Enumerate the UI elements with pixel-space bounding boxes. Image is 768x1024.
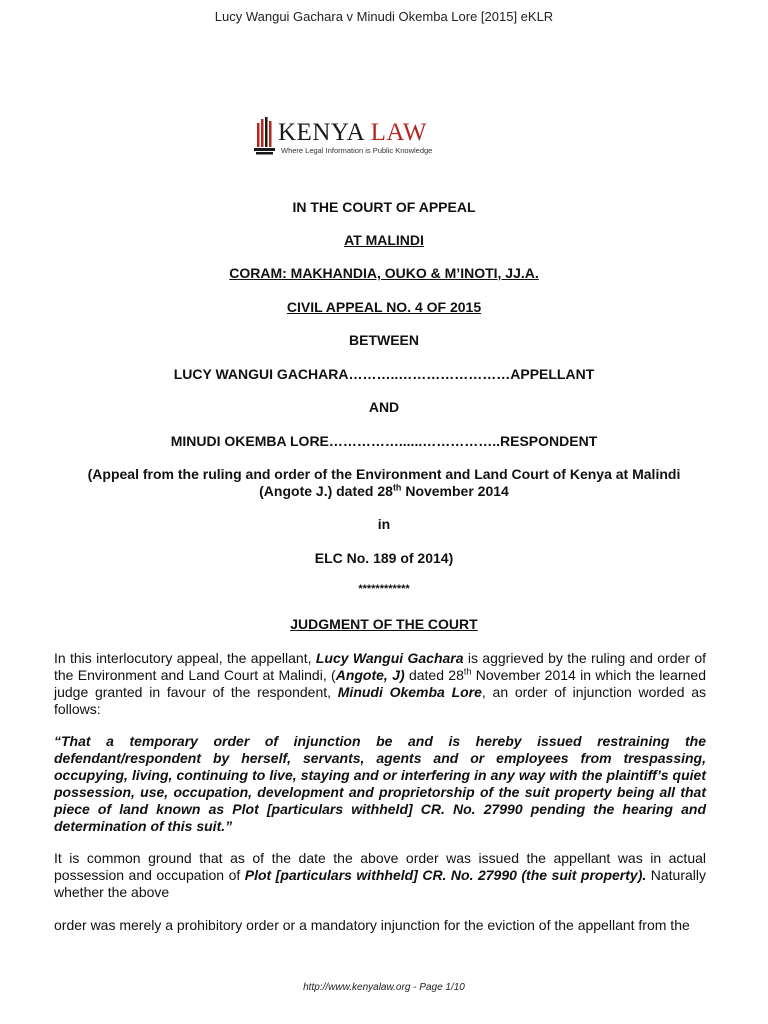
p1-text-2: is aggrieved by the ruling and order of the Environment and Land Court at Malindi, (	[54, 650, 706, 683]
respondent-line: MINUDI OKEMBA LORE……………......……………..RESPONDENT	[170, 433, 598, 449]
logo-kenya: KENYA	[278, 119, 364, 146]
p1-sup: th	[463, 666, 472, 677]
appellant-name: Lucy Wangui Gachara	[315, 650, 464, 666]
separator-stars: ************	[358, 583, 410, 595]
suit-property: Plot [particulars withheld] CR. No. 27990 (the suit property).	[244, 867, 647, 883]
document-header: Lucy Wangui Gachara v Minudi Okemba Lore [2015] eKLR	[214, 9, 554, 24]
respondent-name: Minudi Okemba Lore	[337, 684, 482, 700]
paragraph-3: order was merely a prohibitory order or a mandatory injunction for the eviction of the appellant from the	[54, 917, 690, 933]
paragraph-2	[54, 850, 706, 901]
in-label: in	[377, 516, 391, 532]
p1-text-3: dated 28	[404, 667, 464, 683]
page-footer: http://www.kenyalaw.org - Page 1/10	[303, 982, 465, 993]
appeal-from-line-1: (Appeal from the ruling and order of the Environment and Land Court of Kenya at Malindi	[87, 466, 681, 482]
appeal-from-2b: November 2014	[401, 483, 509, 499]
pillars-icon	[254, 117, 276, 155]
p2-text-1: It is common ground that as of the date the above order was issued the appellant was in actual possession and occupation of	[54, 850, 706, 883]
judgment-title	[0, 616, 768, 632]
appeal-from-line-2	[0, 483, 768, 499]
appeal-from-sup: th	[392, 482, 402, 493]
elc-number: ELC No. 189 of 2014)	[314, 550, 454, 566]
court-location-text: AT MALINDI	[344, 232, 424, 248]
logo-tagline: Where Legal Information is Public Knowledge	[281, 146, 433, 155]
judge-name: Angote, J)	[335, 667, 405, 683]
p1-text-1: In this interlocutory appeal, the appellant,	[54, 650, 316, 666]
appellant-line: LUCY WANGUI GACHARA………..……………………APPELLANT	[173, 366, 595, 382]
judgment-title-text: JUDGMENT OF THE COURT	[290, 616, 478, 632]
injunction-quote: “That a temporary order of injunction be and is hereby issued restraining the defendant/respondent by herself, servants, agents and or employees from trespassing, occupying, living, continuing to live, staying and or interfering in any way with the plaintiff’s quiet possession, use, occupation, development and proprietorship of the suit property being all that piece of land known as Plot [particulars withheld] CR. No. 27990 pending the hearing and determination of this suit.”	[54, 733, 706, 834]
coram-text: CORAM: MAKHANDIA, OUKO & M’INOTI, JJ.A.	[229, 265, 539, 281]
logo-law: LAW	[370, 119, 428, 146]
coram	[0, 265, 768, 281]
p1-text-4: November 2014 in which the learned judge granted in favour of the respondent,	[54, 667, 706, 700]
logo-wordmark	[278, 119, 427, 147]
p2-text-2: Naturally whether the above	[54, 867, 706, 900]
court-location	[0, 232, 768, 248]
appeal-number	[0, 299, 768, 315]
kenya-law-logo	[254, 117, 464, 157]
between-label: BETWEEN	[349, 332, 419, 348]
p1-text-5: , an order of injunction worded as follows:	[54, 684, 706, 717]
appeal-number-text: CIVIL APPEAL NO. 4 OF 2015	[286, 299, 482, 315]
appeal-from-2a: (Angote J.) dated 28	[259, 483, 393, 499]
paragraph-1	[54, 650, 706, 718]
and-label: AND	[368, 399, 400, 415]
court-name: IN THE COURT OF APPEAL	[292, 199, 476, 215]
